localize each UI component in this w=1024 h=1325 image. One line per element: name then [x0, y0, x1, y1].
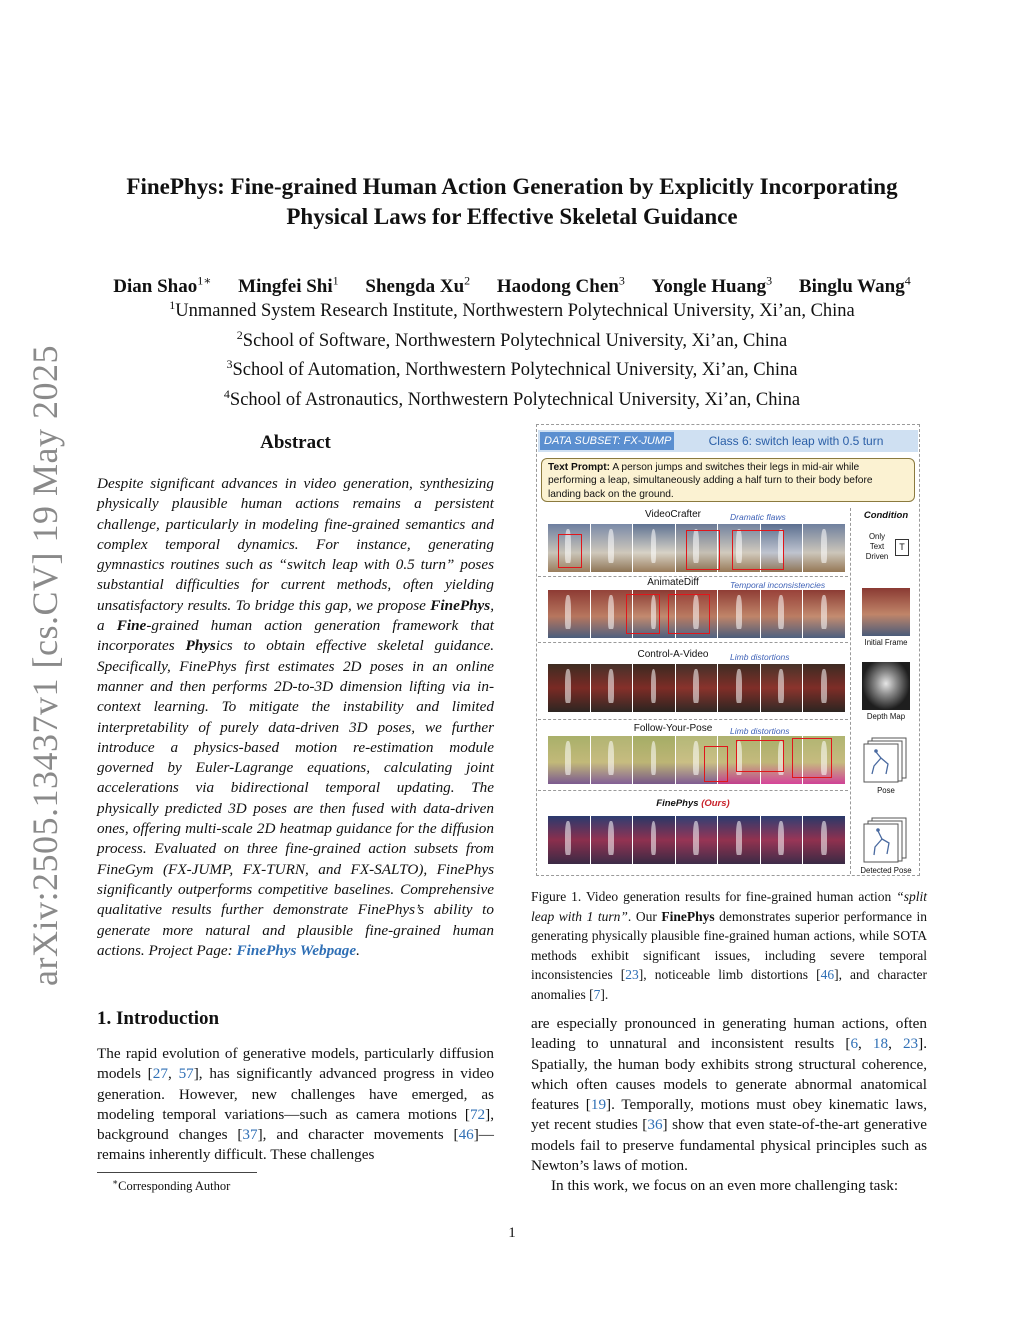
video-frame: [548, 590, 591, 638]
depth-map-thumbnail: [862, 662, 910, 710]
pose-skeleton-icon: [862, 736, 910, 784]
condition-label: Only Text Driven: [865, 532, 889, 561]
video-frame: [633, 816, 676, 864]
affiliation: $^2$School of Software, Northwestern Polytechnical University, Xi’an, China: [236, 327, 788, 351]
citation-link[interactable]: 6: [850, 1035, 859, 1053]
video-frame: [761, 590, 804, 638]
citation-link[interactable]: 23: [625, 967, 639, 982]
video-frame: [803, 524, 846, 572]
flaw-highlight-box: [668, 594, 710, 634]
intro-paragraph-left: The rapid evolution of generative models, particularly diffusion models [27, 57], has significantly advanced progress in video generation. However, new challenges have emerged, as modeling temporal variations—such as camera motions [72], background changes [37], and character movements [46]—remains inherently difficult. These challenges: [97, 1045, 495, 1164]
citation-link[interactable]: 57: [178, 1065, 194, 1083]
row-separator: [538, 719, 848, 720]
flaw-highlight-box: [686, 530, 720, 570]
condition-pose: [858, 736, 914, 796]
citation-link[interactable]: 37: [242, 1126, 258, 1144]
flaw-highlight-box: [558, 534, 582, 568]
title-line-2: Physical Laws for Effective Skeletal Guidance: [286, 204, 738, 229]
data-subset-label: DATA SUBSET: FX-JUMP: [540, 432, 674, 450]
author: Binglu Wang$^4$: [798, 274, 911, 298]
video-frame: [718, 590, 761, 638]
citation-link[interactable]: 36: [647, 1116, 663, 1134]
citation-link[interactable]: 72: [469, 1105, 486, 1123]
video-frame: [591, 736, 634, 784]
page-number: 1: [508, 1225, 516, 1241]
condition-label: Initial Frame: [864, 638, 908, 647]
detected-pose-skeleton-icon: [862, 816, 910, 864]
affiliation: $^3$School of Automation, Northwestern Polytechnical University, Xi’an, China: [226, 357, 798, 381]
video-frame: [761, 816, 804, 864]
video-frame: [591, 664, 634, 712]
video-frame: [633, 524, 676, 572]
condition-depth-map: [858, 662, 914, 722]
video-frame: [676, 816, 719, 864]
row-separator: [538, 790, 848, 791]
figure-caption: Figure 1. Video generation results for fine-grained human action “split leap with 1 turn”. Our FinePhys demonstrates superior performance in generating physically plausible fine-grained human actions, while SOTA methods exhibit significant issues, including severe temporal inconsistencies [23], noticeable limb distortions [46], and character anomalies [7].: [531, 889, 927, 1002]
video-frame: [676, 664, 719, 712]
figure-1: DATA SUBSET: FX-JUMP Class 6: switch leap with 0.5 turn Text Prompt: A person jumps and switches their legs in mid-air while performing a leap, simultaneously adding a half turn to their body before landing back on the ground. Condition VideoCrafter Dramatic flaws AnimateDiff Temporal inconsistencies Control-A-Video Limb distortions Follow-Your-Pose Limb distortions FinePhys (Ours) Only Text Driven T Initial Frame Depth Map Pose Detected Pose: [536, 424, 920, 876]
arxiv-stamp: [20, 344, 70, 986]
intro-paragraph-2: In this work, we focus on an even more challenging task:: [551, 1177, 899, 1195]
project-page-link[interactable]: FinePhys Webpage: [236, 941, 357, 959]
video-frame: [591, 524, 634, 572]
video-frame: [803, 664, 846, 712]
paper-title: [100, 172, 924, 232]
intro-paragraph-right: are especially pronounced in generating human actions, often leading to unnatural and inconsistent results [6, 18, 23]. Spatially, the human body exhibits strong structural coherence, which often causes models to generate abnormal anatomical features [19]. Temporally, motions must obey kinematic laws, yet recent studies [36] show that even state-of-the-art generative models fail to preserve fundamental physical principles such as Newton’s laws of motion.: [531, 1015, 928, 1175]
frame-strip-finephys: [548, 816, 846, 864]
condition-initial-frame: [858, 588, 914, 648]
text-document-icon: T: [895, 539, 909, 556]
citation-link[interactable]: 19: [590, 1096, 607, 1114]
author: Mingfei Shi$^1$: [238, 274, 339, 298]
video-frame: [633, 664, 676, 712]
condition-label: Detected Pose: [860, 866, 912, 875]
condition-label: Depth Map: [866, 712, 906, 721]
video-frame: [718, 816, 761, 864]
text-prompt-box: Text Prompt: A person jumps and switches their legs in mid-air while performing a leap, simultaneously adding a half turn to their body before landing back on the ground.: [541, 458, 915, 502]
author: Yongle Huang$^3$: [651, 274, 773, 298]
video-frame: [761, 664, 804, 712]
footnote: ∗Corresponding Author: [112, 1177, 231, 1194]
author: Haodong Chen$^3$: [496, 274, 625, 298]
author: Dian Shao$^{1∗}$: [113, 274, 212, 298]
affiliation: $^4$School of Astronautics, Northwestern Polytechnical University, Xi’an, China: [223, 386, 801, 411]
flaw-highlight-box: [732, 530, 784, 570]
citation-link[interactable]: 18: [872, 1035, 889, 1053]
video-frame: [803, 816, 846, 864]
video-frame: [548, 816, 591, 864]
flaw-highlight-box: [704, 746, 728, 782]
video-frame: [591, 816, 634, 864]
condition-heading: Condition: [863, 510, 909, 521]
video-frame: [548, 664, 591, 712]
citation-link[interactable]: 23: [902, 1035, 919, 1053]
citation-link[interactable]: 27: [152, 1065, 168, 1083]
condition-detected-pose: [858, 816, 914, 876]
citation-link[interactable]: 7: [593, 986, 601, 1002]
video-frame: [803, 590, 846, 638]
flaw-highlight-box: [792, 738, 832, 778]
video-frame: [548, 736, 591, 784]
citation-link[interactable]: 46: [820, 967, 835, 982]
title-line-1: FinePhys: Fine-grained Human Action Generation by Explicitly Incorporating: [126, 174, 898, 199]
flaw-highlight-box: [626, 594, 660, 634]
condition-label: Pose: [877, 786, 895, 795]
video-frame: [718, 664, 761, 712]
section-heading-introduction: 1. Introduction: [97, 1008, 220, 1029]
citation-link[interactable]: 46: [458, 1126, 474, 1144]
footnote-rule: [97, 1172, 257, 1173]
intro-right-column: [531, 1014, 927, 1197]
initial-frame-thumbnail: [862, 588, 910, 636]
condition-only-text: [858, 532, 914, 562]
frame-strip-control-a-video: [548, 664, 846, 712]
row-separator: [538, 642, 848, 643]
class-label: Class 6: switch leap with 0.5 turn: [708, 434, 884, 448]
affiliation: $^1$Unmanned System Research Institute, Northwestern Polytechnical University, Xi’an, China: [169, 298, 855, 322]
video-frame: [633, 736, 676, 784]
condition-divider: [850, 508, 851, 874]
arxiv-stamp-text: arXiv:2505.13437v1 [cs.CV] 19 May 2025: [25, 344, 65, 986]
abstract-body: Despite significant advances in video generation, synthesizing physically plausible human actions remains a persistent challenge, particularly in modeling fine-grained semantics and complex temporal dynamics. For instance, generating gymnastics routines such as “switch leap with 0.5 turn” poses substantial difficulties for current methods, often yielding unsatisfactory results. To bridge this gap, we propose FinePhys, a Fine-grained human action generation framework that incorporates Physics to obtain effective skeletal guidance. Specifically, FinePhys first estimates 2D poses in an online manner and then performs 2D-to-3D dimension lifting via in-context learning. To mitigate the instability and limited interpretability of purely data-driven 3D poses, we further introduce a physics-based motion re-estimation module governed by Euler-Lagrange equations, calculating joint accelerations via bidirectional temporal updating. The physically predicted 3D poses are then fused with data-driven ones, offering multi-scale 2D heatmap guidance for the diffusion process. Evaluated on three fine-grained action subsets from FineGym (FX-JUMP, FX-TURN, and FX-SALTO), FinePhys significantly outperforms competitive baselines. Comprehensive qualitative results further demonstrate FinePhys’s ability to generate more natural and plausible fine-grained human actions. Project Page: FinePhys Webpage.: [97, 475, 495, 959]
abstract-heading: Abstract: [260, 432, 331, 453]
affiliation-list: [100, 294, 924, 413]
flaw-highlight-box: [736, 740, 784, 772]
author: Shengda Xu$^2$: [365, 274, 471, 298]
